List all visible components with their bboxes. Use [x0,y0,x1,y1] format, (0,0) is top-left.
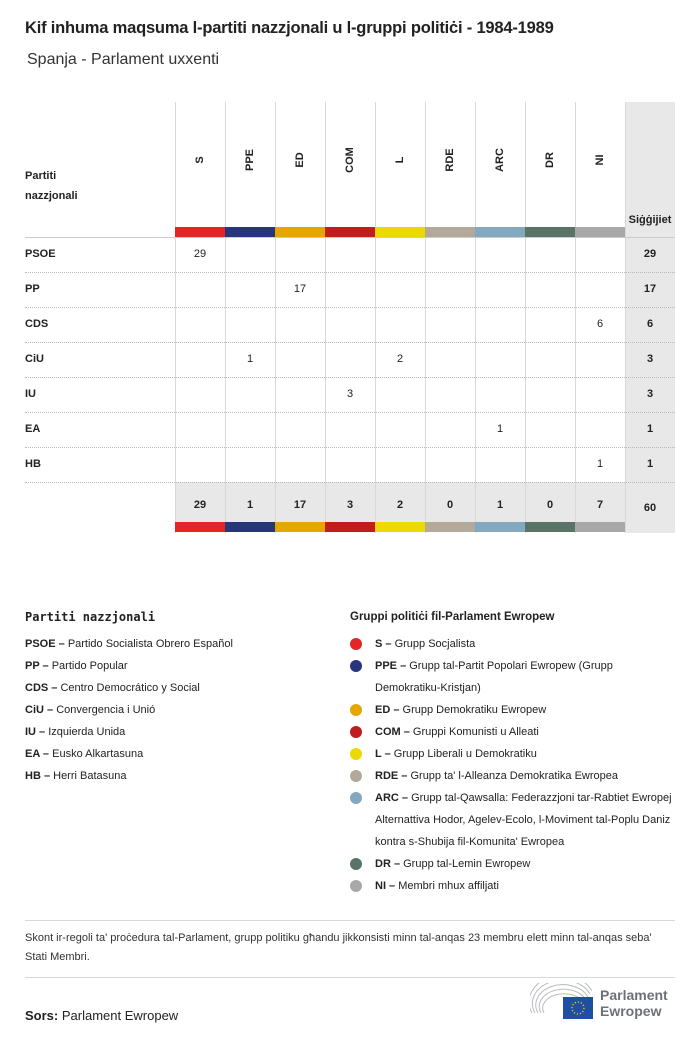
legend-code: CiU [25,704,44,716]
column-header-label: NI [594,154,606,166]
row-header: Partiti nazzjonali [25,170,78,202]
color-bar-bottom-rde [425,522,475,532]
table-cell: 6 [596,318,604,330]
color-bar-l [375,227,425,237]
row-total: 1 [646,423,654,435]
row-label-psoe: PSOE [25,248,56,260]
legend-item-iu [25,721,233,743]
color-bar-com [325,227,375,237]
legend-separator: – [36,726,49,738]
legend-name: Grupp Demokratiku Ewropew [402,704,547,716]
logo-text: Parlament Ewropew [600,987,668,1019]
legend-dot-icon [350,880,362,892]
table-cell: 2 [396,353,404,365]
column-header-com [325,102,375,227]
row-divider [25,447,675,448]
legend-code: PSOE [25,638,56,650]
row-label-pp: PP [25,283,40,295]
column-header-ni [575,102,625,227]
legend-dot-icon [350,858,362,870]
table-cell: 29 [193,248,207,260]
legend-dot-icon [350,748,362,760]
legend-item-hb [25,765,233,787]
legend-item-ciu [25,699,233,721]
row-total: 17 [643,283,657,295]
column-header-s [175,102,225,227]
row-label-ea: EA [25,423,41,435]
row-divider [25,272,675,273]
column-header-ed [275,102,325,227]
legend-dot-icon [350,638,362,650]
header-rule [25,237,675,238]
group-legend [350,606,680,897]
row-total: 29 [643,248,657,260]
row-total: 3 [646,388,654,400]
row-divider [25,342,675,343]
column-total: 29 [193,499,207,511]
chart-subtitle: Spanja - Parlament uxxenti [27,51,220,68]
color-bar-s [175,227,225,237]
row-divider [25,377,675,378]
grand-total: 60 [643,502,657,514]
column-total: 1 [246,499,254,511]
legend-name: Grupp ta' l-Alleanza Demokratika Ewropea [410,770,618,782]
color-bar-bottom-s [175,522,225,532]
column-total: 7 [596,499,604,511]
row-total: 1 [646,458,654,470]
legend-name: Izquierda Unida [48,726,126,738]
total-header: Siġġijiet [628,214,672,226]
legend-item-psoe [25,633,233,655]
column-total: 17 [293,499,307,511]
legend-separator: – [398,770,411,782]
legend-item-s [350,633,680,655]
column-header-arc [475,102,525,227]
legend-code: L [375,748,382,760]
color-bar-bottom-ni [575,522,625,532]
legend-item-ni [350,875,680,897]
column-total: 3 [346,499,354,511]
row-divider [25,307,675,308]
hemicycle-icon [530,983,596,1021]
legend-separator: – [43,704,57,716]
legend-dot-icon [350,792,362,804]
group-legend-title: Gruppi politiċi fil-Parlament Ewropew [350,611,555,623]
legend-name: Grupp tal-Qawsalla: Federazzjoni tar-Rabtiet Ewropej Alternattiva Hodor, Agelev-Ecolo, l-Moviment tal-Poplu Daniz kontra s-Shubija fil-Komunita' Ewropea [375,792,672,848]
legend-code: EA [25,748,40,760]
source-value: Parlament Ewropew [61,1008,179,1023]
legend-code: DR [375,858,391,870]
legend-name: Convergencia i Unió [56,704,156,716]
legend-code: PPE [375,660,398,672]
legend-name: Herri Batasuna [53,770,127,782]
column-header-label: COM [344,147,356,173]
legend-name: Grupp Liberali u Demokratiku [393,748,537,760]
row-divider [25,412,675,413]
row-label-hb: HB [25,458,41,470]
legend-item-l [350,743,680,765]
column-total: 2 [396,499,404,511]
legend-item-pp [25,655,233,677]
legend-name: Eusko Alkartasuna [52,748,144,760]
color-bar-bottom-l [375,522,425,532]
legend-code: IU [25,726,36,738]
color-bar-bottom-ppe [225,522,275,532]
row-label-cds: CDS [25,318,49,330]
legend-separator: – [55,638,68,650]
color-bar-bottom-com [325,522,375,532]
legend-name: Gruppi Komunisti u Alleati [412,726,539,738]
legend-code: NI [375,880,386,892]
legend-code: RDE [375,770,399,782]
legend-separator: – [39,748,53,760]
column-header-label: DR [544,152,556,168]
legend-dot-icon [350,660,362,672]
legend-separator: – [400,726,413,738]
column-total: 0 [446,499,454,511]
column-header-label: ARC [494,148,506,172]
table-cell: 1 [496,423,504,435]
legend-item-ea [25,743,233,765]
legend-code: PP [25,660,40,672]
table-cell: 1 [246,353,254,365]
column-header-label: ED [294,152,306,168]
legend-separator: – [386,880,399,892]
legend-separator: – [397,660,410,672]
legend-dot-icon [350,770,362,782]
color-bar-bottom-ed [275,522,325,532]
column-total: 0 [546,499,554,511]
color-bar-bottom-dr [525,522,575,532]
legend-separator: – [390,858,404,870]
legend-item-com [350,721,680,743]
party-legend [25,606,233,787]
legend-dot-icon [350,726,362,738]
table-cell: 1 [596,458,604,470]
legend-dot-icon [350,704,362,716]
column-header-label: RDE [444,148,456,172]
column-header-dr [525,102,575,227]
legend-separator: – [382,638,395,650]
source [25,1008,178,1023]
color-bar-rde [425,227,475,237]
column-header-rde [425,102,475,227]
legend-item-rde [350,765,680,787]
legend-separator: – [48,682,61,694]
legend-item-arc [350,787,680,853]
legend-separator: – [398,792,412,804]
column-total: 1 [496,499,504,511]
column-header-label: S [194,156,206,164]
legend-separator: – [390,704,403,716]
row-total: 3 [646,353,654,365]
footnote: Skont ir-regoli ta' proċedura tal-Parlament, grupp politiku għandu jikkonsisti minn tal-anqas 23 membru elett minn tal-anqas seba' Stati Membri. [25,920,675,978]
color-bar-bottom-arc [475,522,525,532]
row-total: 6 [646,318,654,330]
row-label-ciu: CiU [25,353,44,365]
party-legend-title: Partiti nazzjonali [25,610,156,624]
legend-separator: – [39,660,52,672]
legend-name: Grupp tal-Lemin Ewropew [403,858,531,870]
legend-name: Grupp tal-Partit Popolari Ewropew (Grupp Demokratiku-Kristjan) [375,660,613,694]
table-cell: 17 [293,283,307,295]
chart-title: Kif inhuma maqsuma l-partiti nazzjonali u l-gruppi politiċi - 1984-1989 [25,19,554,37]
legend-name: Partido Socialista Obrero Español [67,638,233,650]
color-bar-ni [575,227,625,237]
legend-code: S [375,638,383,650]
legend-code: ARC [375,792,399,804]
column-header-label: PPE [244,148,256,172]
column-header-label: L [394,156,406,164]
legend-separator: – [40,770,54,782]
color-bar-dr [525,227,575,237]
legend-separator: – [381,748,394,760]
legend-code: HB [25,770,41,782]
row-divider [25,482,675,483]
legend-code: CDS [25,682,49,694]
legend-name: Centro Democrático y Social [60,682,200,694]
legend-code: COM [375,726,401,738]
color-bar-arc [475,227,525,237]
legend-name: Partido Popular [51,660,128,672]
color-bar-ppe [225,227,275,237]
legend-item-cds [25,677,233,699]
column-header-ppe [225,102,275,227]
legend-name: Grupp Socjalista [394,638,476,650]
table-cell: 3 [346,388,354,400]
legend-name: Membri mhux affiljati [398,880,499,892]
source-label: Sors: [25,1008,59,1023]
ep-logo [530,983,676,1021]
legend-code: ED [375,704,391,716]
column-header-l [375,102,425,227]
row-label-iu: IU [25,388,36,400]
seat-table [25,102,675,533]
color-bar-ed [275,227,325,237]
legend-item-dr [350,853,680,875]
legend-item-ppe [350,655,680,699]
legend-item-ed [350,699,680,721]
